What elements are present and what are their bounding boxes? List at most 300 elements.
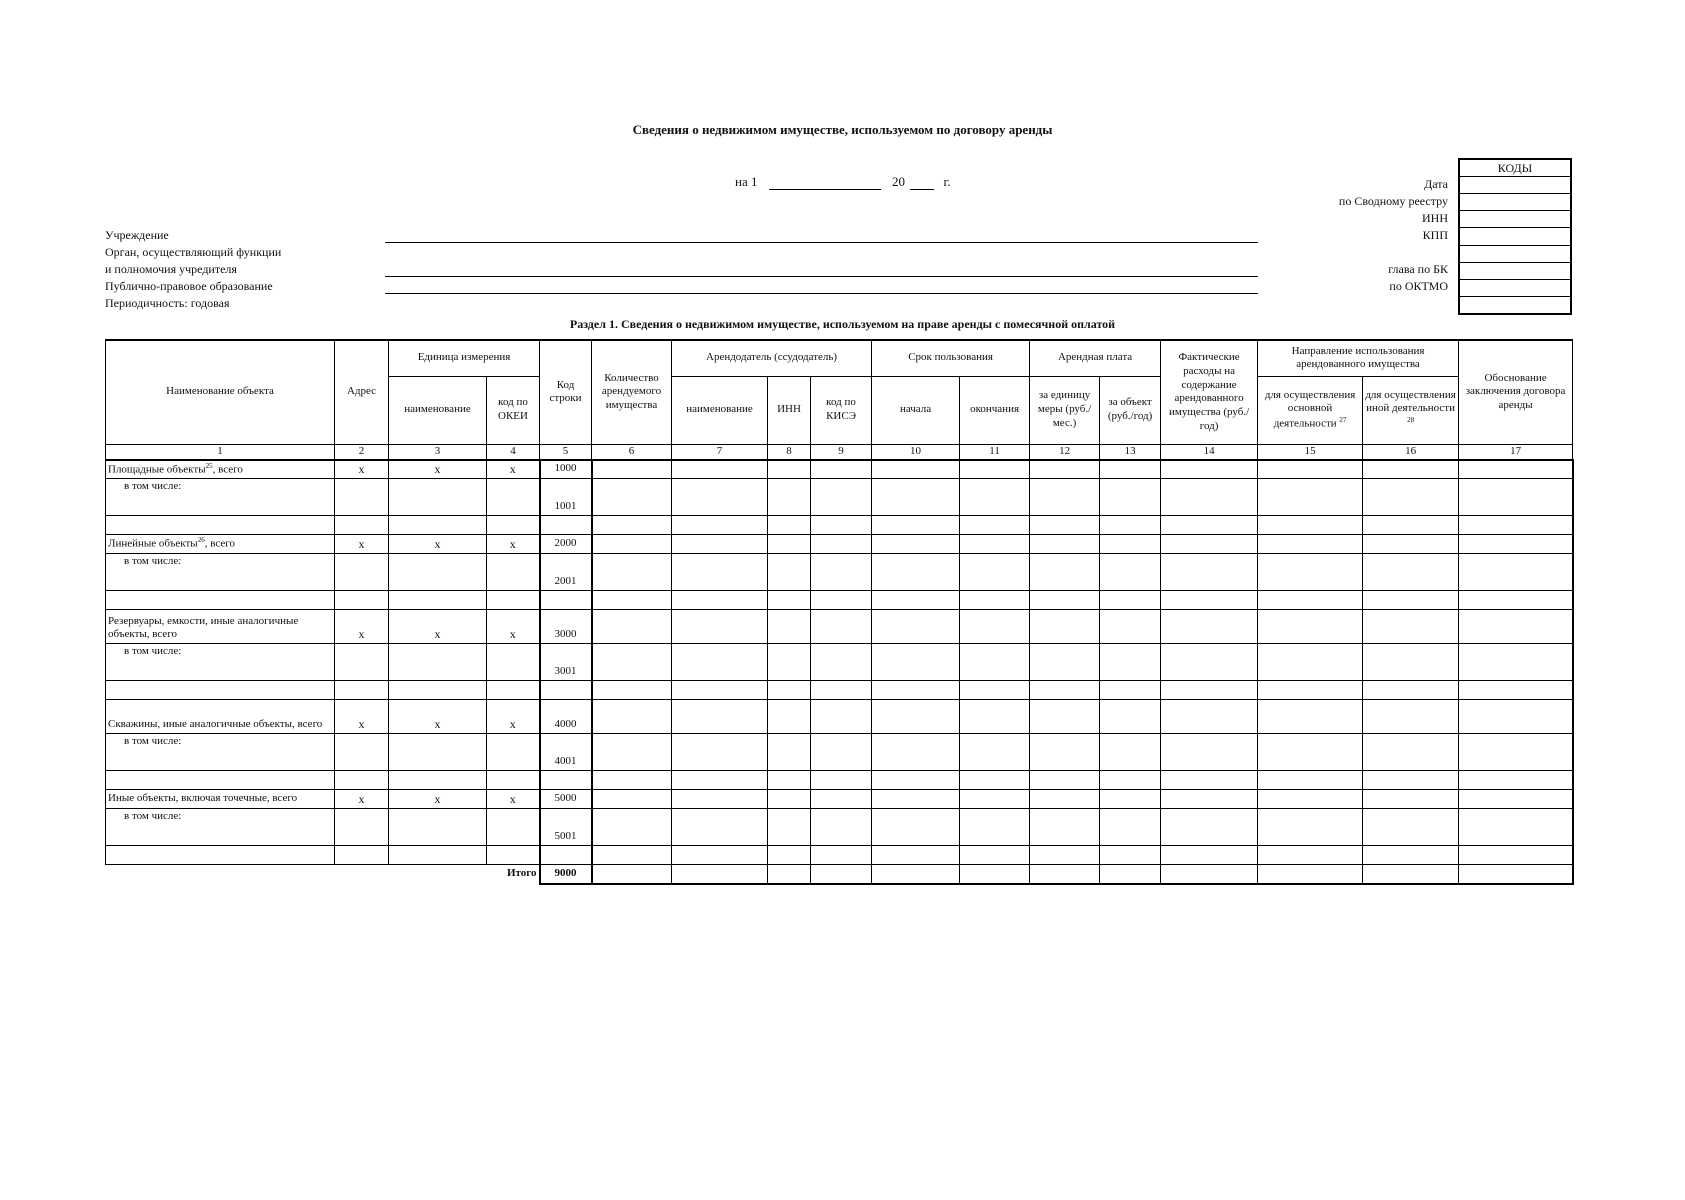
header-unit-name: наименование	[389, 376, 487, 444]
empty-line-code[interactable]	[540, 591, 592, 610]
empty-4000-col-17-cell[interactable]	[1459, 771, 1573, 790]
sub-label: в том числе:	[106, 644, 335, 681]
sub-4001-col-14-cell[interactable]	[1161, 734, 1258, 771]
column-number: 7	[672, 444, 768, 460]
group-4000-col-8-cell[interactable]	[768, 700, 811, 734]
x-mark: x	[487, 460, 540, 479]
empty-row-cell[interactable]	[487, 516, 540, 535]
date-day-month-field[interactable]	[769, 189, 881, 190]
total-col-13-cell[interactable]	[1100, 865, 1161, 884]
sub-3001-col-10-cell[interactable]	[872, 644, 960, 681]
group-4000-col-6-cell[interactable]	[592, 700, 672, 734]
empty-1000-col-17-cell[interactable]	[1459, 516, 1573, 535]
header-term: Срок пользования	[872, 340, 1030, 376]
group-1000-col-13-cell[interactable]	[1100, 460, 1161, 479]
group-3000-col-11-cell[interactable]	[960, 610, 1030, 644]
total-col-6-cell[interactable]	[592, 865, 672, 884]
sub-1001-col-12-cell[interactable]	[1030, 479, 1100, 516]
line-code: 3000	[540, 610, 592, 644]
group-1000-col-9-cell[interactable]	[811, 460, 872, 479]
group-3000-col-13-cell[interactable]	[1100, 610, 1161, 644]
empty-row-cell[interactable]	[389, 681, 487, 700]
group-4000-col-14-cell[interactable]	[1161, 700, 1258, 734]
sub-5001-col-13-cell[interactable]	[1100, 809, 1161, 846]
empty-row-cell[interactable]	[389, 771, 487, 790]
sub-row-cell[interactable]	[389, 554, 487, 591]
empty-5000-col-11-cell[interactable]	[960, 846, 1030, 865]
group-5000-col-14-cell[interactable]	[1161, 790, 1258, 809]
empty-5000-col-10-cell[interactable]	[872, 846, 960, 865]
empty-4000-col-8-cell[interactable]	[768, 771, 811, 790]
group-5000-col-9-cell[interactable]	[811, 790, 872, 809]
empty-line-code[interactable]	[540, 516, 592, 535]
empty-row-cell[interactable]	[106, 516, 335, 535]
code-cell-empty	[1459, 297, 1571, 315]
group-3000-col-17-cell[interactable]	[1459, 610, 1573, 644]
total-col-9-cell[interactable]	[811, 865, 872, 884]
empty-row-cell[interactable]	[389, 846, 487, 865]
group-5000-col-7-cell[interactable]	[672, 790, 768, 809]
sub-3001-col-16-cell[interactable]	[1363, 644, 1459, 681]
sub-row-cell[interactable]	[487, 734, 540, 771]
empty-3000-col-10-cell[interactable]	[872, 681, 960, 700]
sub-5001-col-12-cell[interactable]	[1030, 809, 1100, 846]
total-col-15-cell[interactable]	[1258, 865, 1363, 884]
group-2000-col-12-cell[interactable]	[1030, 535, 1100, 554]
group-5000-col-11-cell[interactable]	[960, 790, 1030, 809]
sub-1001-col-13-cell[interactable]	[1100, 479, 1161, 516]
sub-4001-col-10-cell[interactable]	[872, 734, 960, 771]
group-empty-row	[106, 591, 1573, 610]
sub-1001-col-15-cell[interactable]	[1258, 479, 1363, 516]
header-rent: Арендная плата	[1030, 340, 1161, 376]
group-4000-col-13-cell[interactable]	[1100, 700, 1161, 734]
group-4000-col-17-cell[interactable]	[1459, 700, 1573, 734]
header-address: Адрес	[335, 340, 389, 444]
group-name-cell	[106, 610, 335, 644]
sub-1001-col-8-cell[interactable]	[768, 479, 811, 516]
sub-3001-col-8-cell[interactable]	[768, 644, 811, 681]
sub-3001-col-7-cell[interactable]	[672, 644, 768, 681]
code-label-inn: ИНН	[1422, 211, 1448, 225]
group-name: Скважины, иные аналогичные объекты, всего	[108, 718, 323, 731]
empty-2000-col-15-cell[interactable]	[1258, 591, 1363, 610]
empty-5000-col-16-cell[interactable]	[1363, 846, 1459, 865]
group-4000-col-7-cell[interactable]	[672, 700, 768, 734]
empty-row-cell[interactable]	[335, 591, 389, 610]
empty-5000-col-15-cell[interactable]	[1258, 846, 1363, 865]
empty-4000-col-10-cell[interactable]	[872, 771, 960, 790]
group-total-row	[106, 790, 1573, 809]
sub-5001-col-15-cell[interactable]	[1258, 809, 1363, 846]
empty-5000-col-14-cell[interactable]	[1161, 846, 1258, 865]
header-usage: Направление использования арендованного имущества	[1258, 340, 1459, 376]
code-cell-date[interactable]	[1459, 177, 1571, 194]
group-5000-col-15-cell[interactable]	[1258, 790, 1363, 809]
lease-table	[105, 339, 1574, 885]
group-4000-col-10-cell[interactable]	[872, 700, 960, 734]
empty-row-cell[interactable]	[487, 681, 540, 700]
empty-1000-col-7-cell[interactable]	[672, 516, 768, 535]
empty-2000-col-11-cell[interactable]	[960, 591, 1030, 610]
sub-5001-col-7-cell[interactable]	[672, 809, 768, 846]
group-3000-col-9-cell[interactable]	[811, 610, 872, 644]
group-5000-col-10-cell[interactable]	[872, 790, 960, 809]
group-3000-col-15-cell[interactable]	[1258, 610, 1363, 644]
group-1000-col-12-cell[interactable]	[1030, 460, 1100, 479]
empty-4000-col-12-cell[interactable]	[1030, 771, 1100, 790]
empty-row-cell[interactable]	[335, 516, 389, 535]
empty-5000-col-9-cell[interactable]	[811, 846, 872, 865]
empty-row-cell[interactable]	[106, 681, 335, 700]
sub-2001-col-10-cell[interactable]	[872, 554, 960, 591]
empty-2000-col-6-cell[interactable]	[592, 591, 672, 610]
sub-3001-col-15-cell[interactable]	[1258, 644, 1363, 681]
sub-row-cell[interactable]	[487, 479, 540, 516]
sub-label: в том числе:	[106, 734, 335, 771]
group-3000-col-14-cell[interactable]	[1161, 610, 1258, 644]
group-name: Резервуары, емкости, иные аналогичные объекты, всего	[108, 614, 299, 641]
empty-row-cell[interactable]	[106, 771, 335, 790]
group-name-suffix: , всего	[212, 463, 243, 476]
sub-1001-col-14-cell[interactable]	[1161, 479, 1258, 516]
empty-4000-col-16-cell[interactable]	[1363, 771, 1459, 790]
group-5000-col-6-cell[interactable]	[592, 790, 672, 809]
group-1000-col-8-cell[interactable]	[768, 460, 811, 479]
empty-1000-col-12-cell[interactable]	[1030, 516, 1100, 535]
group-5000-col-8-cell[interactable]	[768, 790, 811, 809]
group-name: Линейные объекты	[108, 537, 198, 550]
sub-4001-col-17-cell[interactable]	[1459, 734, 1573, 771]
sub-row-cell[interactable]	[335, 479, 389, 516]
empty-3000-col-6-cell[interactable]	[592, 681, 672, 700]
codes-box	[1458, 158, 1572, 315]
sub-row-cell[interactable]	[389, 644, 487, 681]
sub-2001-col-11-cell[interactable]	[960, 554, 1030, 591]
sub-1001-col-16-cell[interactable]	[1363, 479, 1459, 516]
sub-3001-col-12-cell[interactable]	[1030, 644, 1100, 681]
group-2000-col-6-cell[interactable]	[592, 535, 672, 554]
header-usage-main	[1258, 376, 1363, 444]
empty-2000-col-9-cell[interactable]	[811, 591, 872, 610]
sub-1001-col-11-cell[interactable]	[960, 479, 1030, 516]
sub-4001-col-9-cell[interactable]	[811, 734, 872, 771]
group-footnote: 26	[197, 536, 205, 545]
sub-4001-col-6-cell[interactable]	[592, 734, 672, 771]
empty-5000-col-7-cell[interactable]	[672, 846, 768, 865]
sub-5001-col-8-cell[interactable]	[768, 809, 811, 846]
group-1000-col-17-cell[interactable]	[1459, 460, 1573, 479]
group-2000-col-9-cell[interactable]	[811, 535, 872, 554]
sub-row-cell[interactable]	[335, 644, 389, 681]
empty-row-cell[interactable]	[106, 846, 335, 865]
footnote-27: 27	[1339, 416, 1347, 425]
sub-2001-col-17-cell[interactable]	[1459, 554, 1573, 591]
group-3000-col-6-cell[interactable]	[592, 610, 672, 644]
empty-row-cell[interactable]	[335, 846, 389, 865]
sub-row-cell[interactable]	[487, 809, 540, 846]
sub-5001-col-10-cell[interactable]	[872, 809, 960, 846]
empty-row-cell[interactable]	[106, 591, 335, 610]
sub-4001-col-7-cell[interactable]	[672, 734, 768, 771]
empty-4000-col-13-cell[interactable]	[1100, 771, 1161, 790]
header-lessor: Арендодатель (ссудодатель)	[672, 340, 872, 376]
sub-4001-col-8-cell[interactable]	[768, 734, 811, 771]
empty-1000-col-15-cell[interactable]	[1258, 516, 1363, 535]
group-1000-col-15-cell[interactable]	[1258, 460, 1363, 479]
empty-row-cell[interactable]	[335, 681, 389, 700]
code-cell-budget-chapter[interactable]	[1459, 263, 1571, 280]
sub-3001-col-13-cell[interactable]	[1100, 644, 1161, 681]
header-actual-expenses: Фактические расходы на содержание арендованного имущества (руб./год)	[1161, 340, 1258, 444]
sub-1001-col-6-cell[interactable]	[592, 479, 672, 516]
empty-row-cell[interactable]	[389, 591, 487, 610]
empty-5000-col-13-cell[interactable]	[1100, 846, 1161, 865]
empty-3000-col-17-cell[interactable]	[1459, 681, 1573, 700]
empty-2000-col-10-cell[interactable]	[872, 591, 960, 610]
x-mark: x	[389, 535, 487, 554]
sub-4001-col-12-cell[interactable]	[1030, 734, 1100, 771]
sub-5001-col-6-cell[interactable]	[592, 809, 672, 846]
line-code: 2000	[540, 535, 592, 554]
empty-4000-col-11-cell[interactable]	[960, 771, 1030, 790]
code-cell-registry[interactable]	[1459, 194, 1571, 211]
footnote-28: 28	[1407, 416, 1415, 425]
empty-line-code[interactable]	[540, 681, 592, 700]
column-number: 1	[106, 444, 335, 460]
group-1000-col-14-cell[interactable]	[1161, 460, 1258, 479]
empty-2000-col-14-cell[interactable]	[1161, 591, 1258, 610]
empty-4000-col-15-cell[interactable]	[1258, 771, 1363, 790]
empty-1000-col-16-cell[interactable]	[1363, 516, 1459, 535]
group-2000-col-13-cell[interactable]	[1100, 535, 1161, 554]
empty-3000-col-11-cell[interactable]	[960, 681, 1030, 700]
sub-4001-col-13-cell[interactable]	[1100, 734, 1161, 771]
empty-1000-col-11-cell[interactable]	[960, 516, 1030, 535]
empty-1000-col-9-cell[interactable]	[811, 516, 872, 535]
group-total-row	[106, 460, 1573, 479]
group-1000-col-11-cell[interactable]	[960, 460, 1030, 479]
group-4000-col-9-cell[interactable]	[811, 700, 872, 734]
empty-1000-col-14-cell[interactable]	[1161, 516, 1258, 535]
sub-2001-col-14-cell[interactable]	[1161, 554, 1258, 591]
total-col-7-cell[interactable]	[672, 865, 768, 884]
empty-2000-col-16-cell[interactable]	[1363, 591, 1459, 610]
group-3000-col-16-cell[interactable]	[1363, 610, 1459, 644]
sub-3001-col-17-cell[interactable]	[1459, 644, 1573, 681]
sub-label: в том числе:	[106, 479, 335, 516]
total-col-17-cell[interactable]	[1459, 865, 1573, 884]
group-2000-col-7-cell[interactable]	[672, 535, 768, 554]
group-4000-col-12-cell[interactable]	[1030, 700, 1100, 734]
group-4000-col-16-cell[interactable]	[1363, 700, 1459, 734]
header-rent-unit: за единицу меры (руб./мес.)	[1030, 376, 1100, 444]
sub-5001-col-14-cell[interactable]	[1161, 809, 1258, 846]
group-5000-col-17-cell[interactable]	[1459, 790, 1573, 809]
group-sub-row	[106, 644, 1573, 681]
public-entity-field-line[interactable]	[385, 293, 1258, 294]
sub-row-cell[interactable]	[389, 809, 487, 846]
code-cell-inn[interactable]	[1459, 211, 1571, 228]
sub-5001-col-16-cell[interactable]	[1363, 809, 1459, 846]
empty-3000-col-7-cell[interactable]	[672, 681, 768, 700]
group-4000-col-15-cell[interactable]	[1258, 700, 1363, 734]
empty-5000-col-12-cell[interactable]	[1030, 846, 1100, 865]
sub-2001-col-16-cell[interactable]	[1363, 554, 1459, 591]
sub-3001-col-11-cell[interactable]	[960, 644, 1030, 681]
institution-field-line[interactable]	[385, 242, 1258, 243]
sub-5001-col-11-cell[interactable]	[960, 809, 1030, 846]
header-line-code: Код строки	[540, 340, 592, 444]
group-name-cell	[106, 460, 335, 479]
x-mark: x	[389, 700, 487, 734]
group-3000-col-10-cell[interactable]	[872, 610, 960, 644]
group-1000-col-6-cell[interactable]	[592, 460, 672, 479]
code-label-date: Дата	[1424, 177, 1448, 191]
group-2000-col-10-cell[interactable]	[872, 535, 960, 554]
empty-3000-col-16-cell[interactable]	[1363, 681, 1459, 700]
header-lessor-inn: ИНН	[768, 376, 811, 444]
sub-5001-col-9-cell[interactable]	[811, 809, 872, 846]
empty-2000-col-7-cell[interactable]	[672, 591, 768, 610]
empty-5000-col-6-cell[interactable]	[592, 846, 672, 865]
sub-row-cell[interactable]	[335, 554, 389, 591]
empty-5000-col-8-cell[interactable]	[768, 846, 811, 865]
column-number: 16	[1363, 444, 1459, 460]
empty-line-code[interactable]	[540, 846, 592, 865]
empty-4000-col-7-cell[interactable]	[672, 771, 768, 790]
total-col-11-cell[interactable]	[960, 865, 1030, 884]
line-code: 4000	[540, 700, 592, 734]
group-5000-col-16-cell[interactable]	[1363, 790, 1459, 809]
sub-row-cell[interactable]	[335, 809, 389, 846]
group-total-row	[106, 535, 1573, 554]
group-2000-col-11-cell[interactable]	[960, 535, 1030, 554]
founder-label-line2: и полномочия учредителя	[105, 262, 237, 276]
group-2000-col-16-cell[interactable]	[1363, 535, 1459, 554]
form-title: Сведения о недвижимом имуществе, используемом по договору аренды	[632, 122, 1053, 137]
sub-1001-col-17-cell[interactable]	[1459, 479, 1573, 516]
sub-row-cell[interactable]	[487, 554, 540, 591]
total-col-8-cell[interactable]	[768, 865, 811, 884]
empty-2000-col-12-cell[interactable]	[1030, 591, 1100, 610]
group-2000-col-8-cell[interactable]	[768, 535, 811, 554]
empty-2000-col-17-cell[interactable]	[1459, 591, 1573, 610]
code-cell-oktmo[interactable]	[1459, 280, 1571, 297]
empty-1000-col-13-cell[interactable]	[1100, 516, 1161, 535]
empty-row-cell[interactable]	[335, 771, 389, 790]
empty-2000-col-8-cell[interactable]	[768, 591, 811, 610]
group-empty-row	[106, 846, 1573, 865]
empty-1000-col-8-cell[interactable]	[768, 516, 811, 535]
sub-2001-col-15-cell[interactable]	[1258, 554, 1363, 591]
empty-1000-col-6-cell[interactable]	[592, 516, 672, 535]
group-5000-col-13-cell[interactable]	[1100, 790, 1161, 809]
empty-row-cell[interactable]	[487, 846, 540, 865]
sub-2001-col-6-cell[interactable]	[592, 554, 672, 591]
column-number: 2	[335, 444, 389, 460]
empty-row-cell[interactable]	[487, 771, 540, 790]
empty-3000-col-14-cell[interactable]	[1161, 681, 1258, 700]
total-col-12-cell[interactable]	[1030, 865, 1100, 884]
sub-2001-col-12-cell[interactable]	[1030, 554, 1100, 591]
total-col-14-cell[interactable]	[1161, 865, 1258, 884]
sub-1001-col-9-cell[interactable]	[811, 479, 872, 516]
group-2000-col-17-cell[interactable]	[1459, 535, 1573, 554]
sub-5001-col-17-cell[interactable]	[1459, 809, 1573, 846]
group-1000-col-16-cell[interactable]	[1363, 460, 1459, 479]
sub-row-cell[interactable]	[335, 734, 389, 771]
sub-4001-col-15-cell[interactable]	[1258, 734, 1363, 771]
sub-row-cell[interactable]	[389, 479, 487, 516]
group-1000-col-7-cell[interactable]	[672, 460, 768, 479]
code-cell-kpp[interactable]	[1459, 228, 1571, 246]
group-5000-col-12-cell[interactable]	[1030, 790, 1100, 809]
sub-row-cell[interactable]	[389, 734, 487, 771]
founder-field-line[interactable]	[385, 276, 1258, 277]
sub-2001-col-9-cell[interactable]	[811, 554, 872, 591]
group-name-cell	[106, 790, 335, 809]
column-number: 9	[811, 444, 872, 460]
total-col-10-cell[interactable]	[872, 865, 960, 884]
group-3000-col-12-cell[interactable]	[1030, 610, 1100, 644]
empty-3000-col-8-cell[interactable]	[768, 681, 811, 700]
group-1000-col-10-cell[interactable]	[872, 460, 960, 479]
group-3000-col-8-cell[interactable]	[768, 610, 811, 644]
sub-2001-col-7-cell[interactable]	[672, 554, 768, 591]
sub-3001-col-14-cell[interactable]	[1161, 644, 1258, 681]
column-number: 8	[768, 444, 811, 460]
group-3000-col-7-cell[interactable]	[672, 610, 768, 644]
group-2000-col-14-cell[interactable]	[1161, 535, 1258, 554]
empty-3000-col-9-cell[interactable]	[811, 681, 872, 700]
empty-4000-col-9-cell[interactable]	[811, 771, 872, 790]
empty-1000-col-10-cell[interactable]	[872, 516, 960, 535]
group-name: Площадные объекты	[108, 463, 206, 476]
column-number: 11	[960, 444, 1030, 460]
code-cell-spacer	[1459, 246, 1571, 263]
sub-4001-col-16-cell[interactable]	[1363, 734, 1459, 771]
empty-row-cell[interactable]	[389, 516, 487, 535]
group-2000-col-15-cell[interactable]	[1258, 535, 1363, 554]
sub-4001-col-11-cell[interactable]	[960, 734, 1030, 771]
sub-2001-col-13-cell[interactable]	[1100, 554, 1161, 591]
empty-4000-col-14-cell[interactable]	[1161, 771, 1258, 790]
x-mark: x	[335, 610, 389, 644]
sub-3001-col-9-cell[interactable]	[811, 644, 872, 681]
sub-1001-col-7-cell[interactable]	[672, 479, 768, 516]
header-usage-main-text: для осуществления основной деятельности	[1264, 388, 1356, 430]
group-4000-col-11-cell[interactable]	[960, 700, 1030, 734]
empty-line-code[interactable]	[540, 771, 592, 790]
total-col-16-cell[interactable]	[1363, 865, 1459, 884]
empty-3000-col-15-cell[interactable]	[1258, 681, 1363, 700]
group-empty-row	[106, 771, 1573, 790]
sub-1001-col-10-cell[interactable]	[872, 479, 960, 516]
sub-row-cell[interactable]	[487, 644, 540, 681]
date-year-field[interactable]	[910, 189, 934, 190]
empty-2000-col-13-cell[interactable]	[1100, 591, 1161, 610]
sub-3001-col-6-cell[interactable]	[592, 644, 672, 681]
empty-5000-col-17-cell[interactable]	[1459, 846, 1573, 865]
empty-row-cell[interactable]	[487, 591, 540, 610]
founder-label-line1: Орган, осуществляющий функции	[105, 245, 282, 259]
empty-4000-col-6-cell[interactable]	[592, 771, 672, 790]
empty-3000-col-13-cell[interactable]	[1100, 681, 1161, 700]
empty-3000-col-12-cell[interactable]	[1030, 681, 1100, 700]
sub-2001-col-8-cell[interactable]	[768, 554, 811, 591]
periodicity-label: Периодичность: годовая	[105, 296, 230, 310]
